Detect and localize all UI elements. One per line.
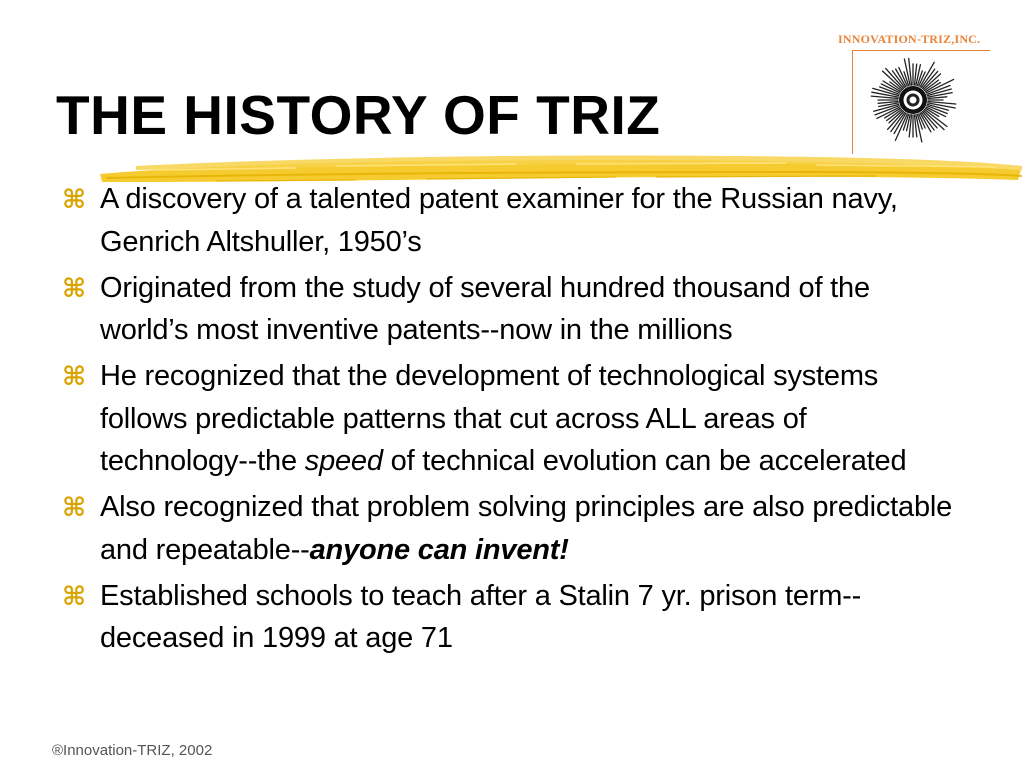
list-item <box>62 575 962 660</box>
bullet-icon: ⌘ <box>62 272 86 303</box>
list-item <box>62 355 962 483</box>
bullet-emphasis: anyone can invent! <box>309 533 569 566</box>
list-item <box>62 178 962 263</box>
bullet-text: Established schools to teach after a Stalin 7 yr. prison term--deceased in 1999 at age 71 <box>100 579 862 654</box>
bullet-text: A discovery of a talented patent examiner for the Russian navy, Genrich Altshuller, 1950’s <box>100 183 898 258</box>
page-title: THE HISTORY OF TRIZ <box>56 84 661 146</box>
bullet-icon: ⌘ <box>62 361 86 391</box>
list-item <box>62 486 962 571</box>
copyright-footer: ®Innovation-TRIZ, 2002 <box>52 742 213 759</box>
list-item <box>62 267 962 352</box>
bullet-icon: ⌘ <box>62 184 86 214</box>
bullet-icon: ⌘ <box>62 580 86 611</box>
company-name: INNOVATION-TRIZ,INC. <box>838 32 981 46</box>
bullet-text-pre: He recognized that the development of technological systems follows predictable patterns that cut across ALL areas of technology--the <box>100 360 879 477</box>
bullet-list <box>62 178 962 663</box>
bullet-text: Originated from the study of several hundred thousand of the world’s most inventive patents--now in the millions <box>100 271 870 346</box>
bullet-text-pre: Also recognized that problem solving principles are also predictable and repeatable-- <box>100 491 953 566</box>
bullet-text <box>100 360 906 477</box>
bullet-icon: ⌘ <box>62 492 86 522</box>
starburst-logo-icon <box>855 52 975 152</box>
bullet-emphasis: speed <box>304 445 383 477</box>
bullet-text-post: of technical evolution can be accelerated <box>382 445 907 477</box>
bullet-text <box>100 491 952 566</box>
